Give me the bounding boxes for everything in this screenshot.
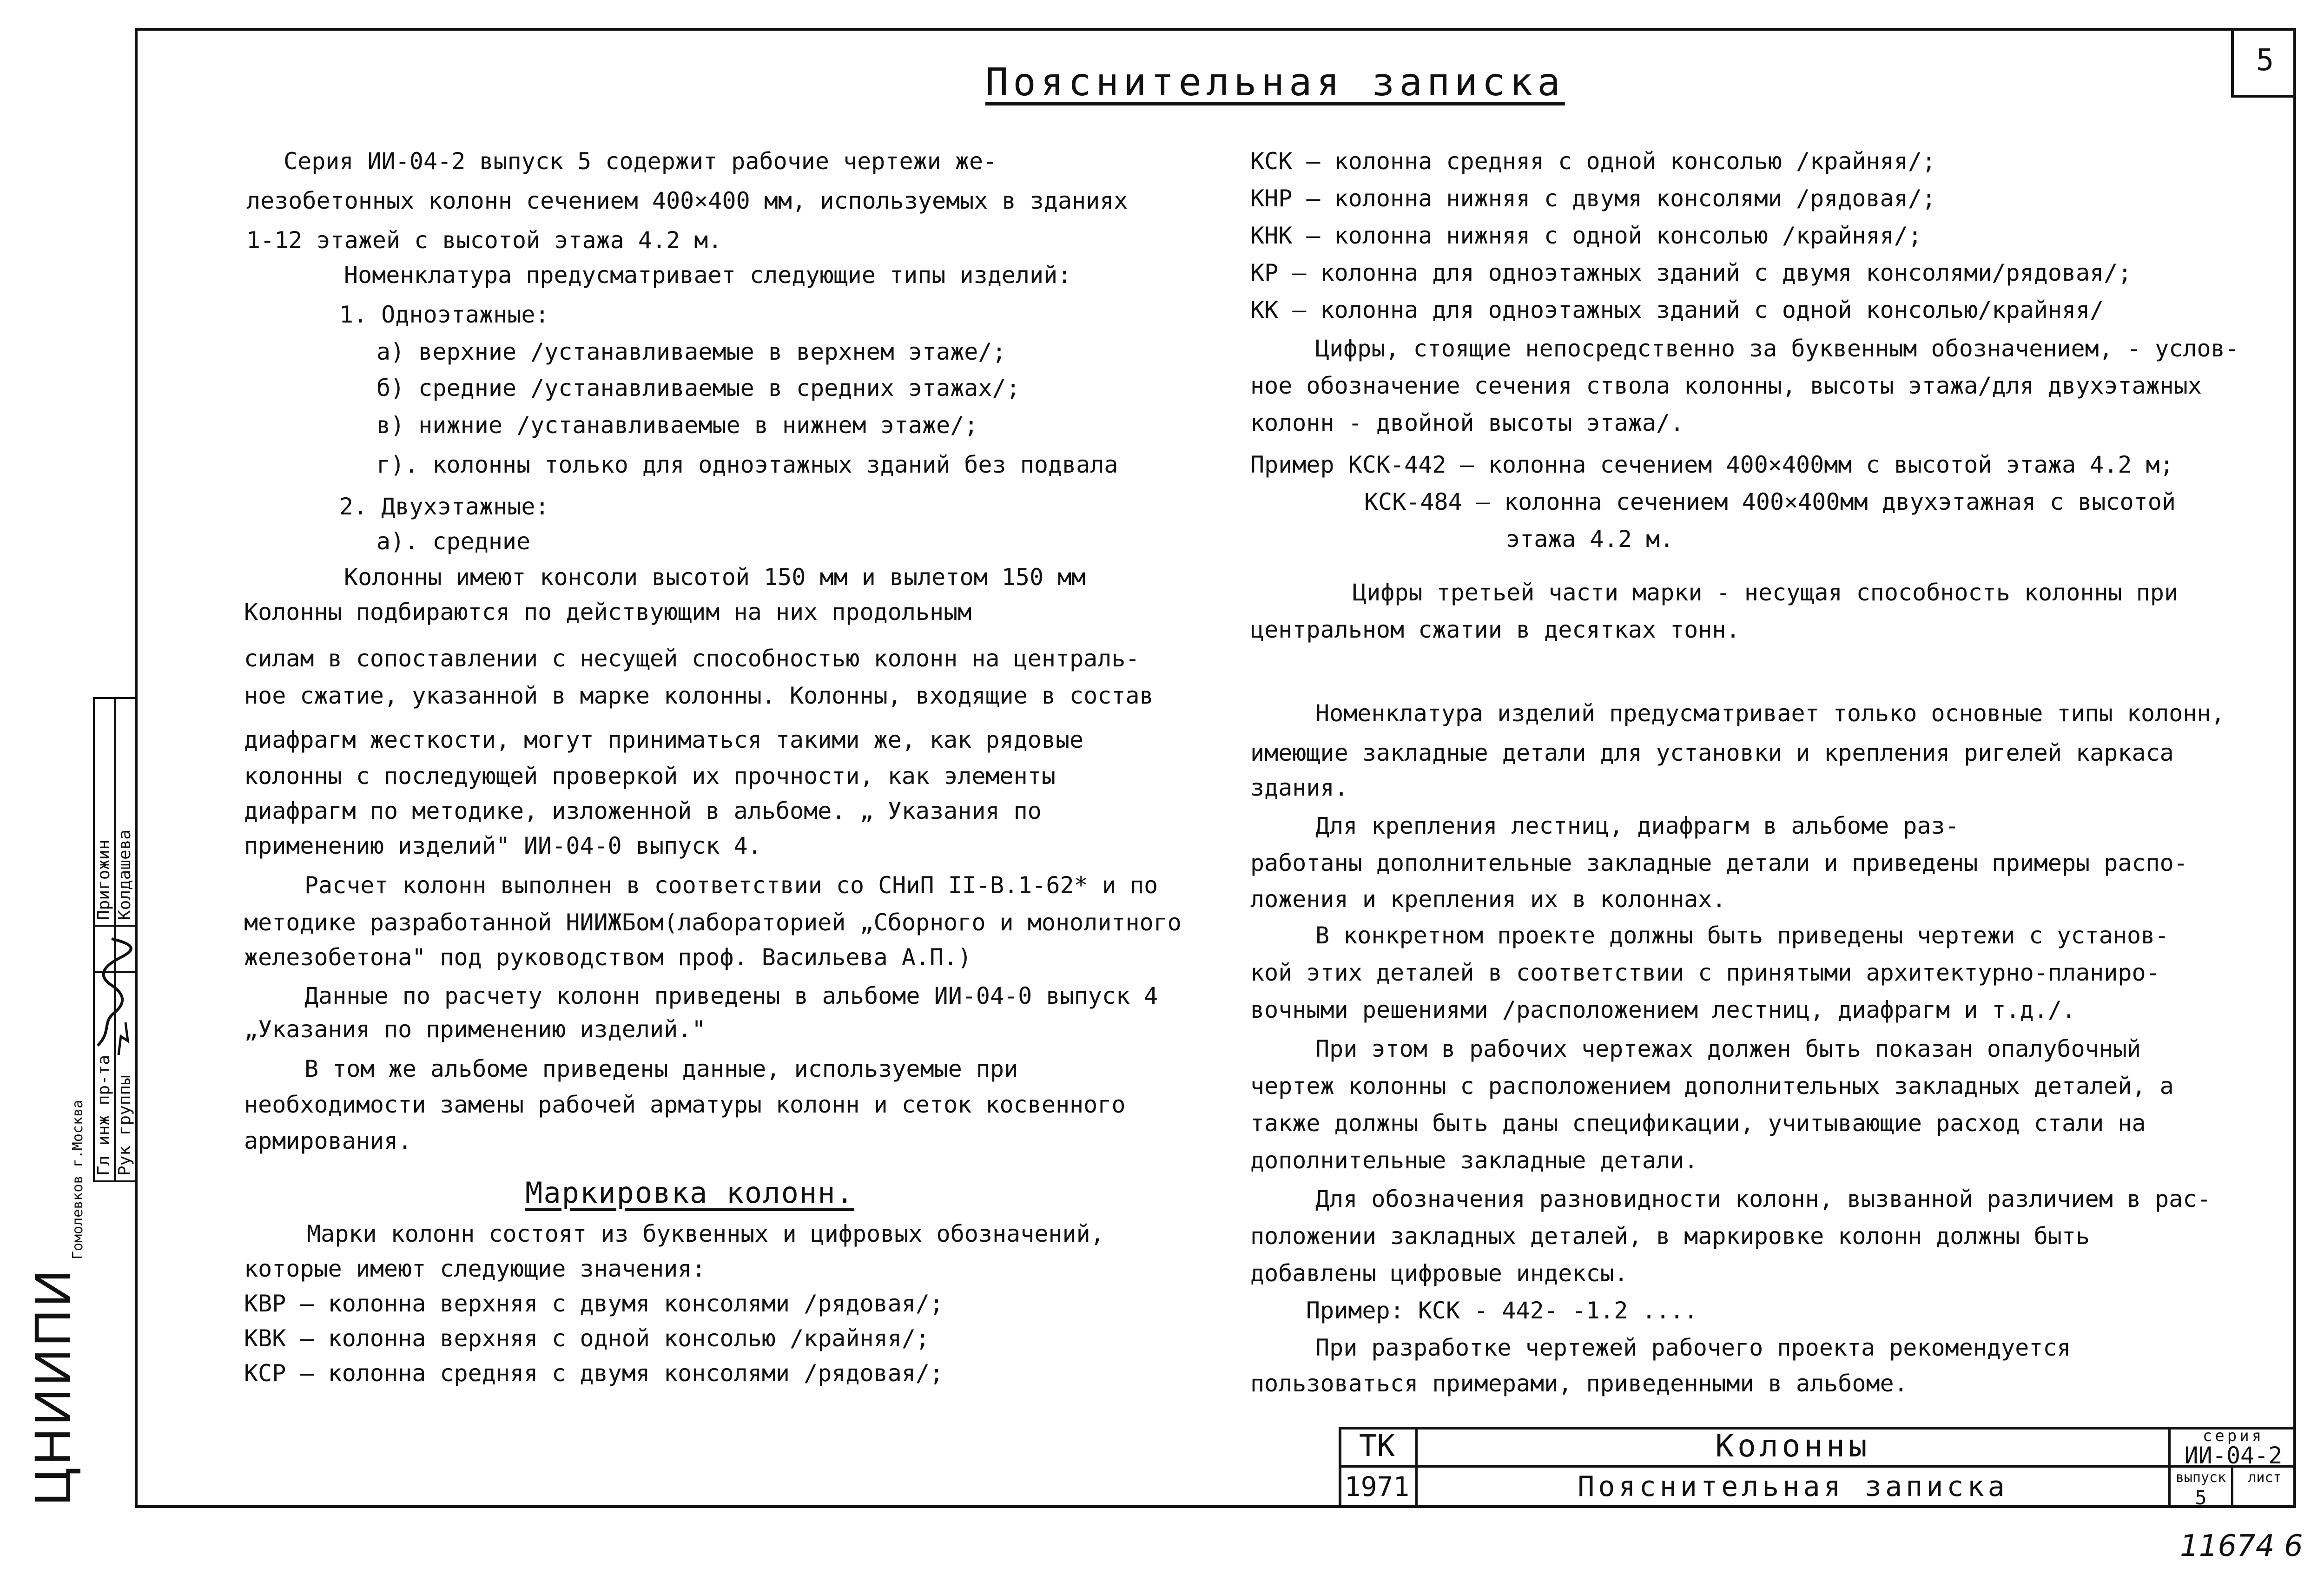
text-line: Данные по расчету колонн приведены в альбоме ИИ-04-0 выпуск 4	[304, 982, 1158, 1009]
text-line: армирования.	[244, 1127, 412, 1154]
page-title: Пояснительная записка	[985, 60, 1565, 105]
text-line: вочными решениями /расположением лестниц, диафрагм и т.д./.	[1250, 996, 2076, 1023]
title-block-code: ТК	[1339, 1427, 1418, 1468]
issue-value: 5	[2171, 1487, 2233, 1508]
text-line: чертеж колонны с расположением дополнительных закладных деталей, а	[1250, 1073, 2174, 1100]
text-line: При этом в рабочих чертежах должен быть показан опалубочный	[1315, 1035, 2141, 1062]
text-line: В конкретном проекте должны быть приведены чертежи с установ-	[1315, 922, 2169, 949]
title-block-name: Колонны	[1418, 1427, 2171, 1468]
text-line: а). средние	[376, 528, 531, 555]
text-line: г). колонны только для одноэтажных зданий без подвала	[376, 451, 1118, 478]
text-line: лезобетонных колонн сечением 400×400 мм, используемых в зданиях	[246, 187, 1128, 214]
title-block-subtitle: Пояснительная записка	[1418, 1468, 2171, 1508]
text-line: Для обозначения разновидности колонн, вызванной различием в рас-	[1315, 1186, 2211, 1212]
text-line: силам в сопоставлении с несущей способностью колонн на централь-	[244, 645, 1140, 672]
approval-stamp	[19, 697, 135, 1508]
text-line: диафрагм жесткости, могут приниматься такими же, как рядовые	[244, 726, 1084, 753]
text-line: Серия ИИ-04-2 выпуск 5 содержит рабочие чертежи же-	[284, 148, 997, 175]
title-block-year: 1971	[1339, 1468, 1418, 1508]
series-value: ИИ-04-2	[2171, 1445, 2296, 1468]
text-line: колонн - двойной высоты этажа/.	[1250, 409, 1684, 436]
text-line: Цифры третьей части марки - несущая способность колонны при	[1353, 579, 2179, 606]
text-line: здания.	[1250, 774, 1348, 801]
text-line: колонны с последующей проверкой их прочности, как элементы	[244, 763, 1056, 790]
text-line: КВР – колонна верхняя с двумя консолями /рядовая/;	[244, 1290, 944, 1317]
series-label: серия	[2202, 1427, 2265, 1445]
text-line: Пример: КСК - 442- -1.2 ....	[1306, 1297, 1698, 1324]
text-line: а) верхние /устанавливаемые в верхнем этаже/;	[376, 338, 1006, 365]
issue-label: выпуск	[2171, 1468, 2233, 1487]
text-line: в) нижние /устанавливаемые в нижнем этаже/;	[376, 412, 978, 439]
text-line: КНК – колонна нижняя с одной консолью /крайняя/;	[1250, 222, 1922, 249]
text-line: центральном сжатии в десятках тонн.	[1250, 616, 1740, 643]
sheet-label: лист	[2248, 1469, 2282, 1486]
text-line: б) средние /устанавливаемые в средних этажах/;	[376, 375, 1020, 402]
text-line: 1-12 этажей с высотой этажа 4.2 м.	[246, 227, 722, 254]
text-line: При разработке чертежей рабочего проекта рекомендуется	[1315, 1334, 2071, 1361]
text-line: КНР – колонна нижняя с двумя консолями /рядовая/;	[1250, 185, 1936, 212]
text-line: КВК – колонна верхняя с одной консолью /крайняя/;	[244, 1325, 930, 1352]
text-line: ное сжатие, указанной в марке колонны. Колонны, входящие в состав	[244, 682, 1154, 709]
text-line: железобетона" под руководством проф. Васильева А.П.)	[244, 944, 972, 971]
text-line: положении закладных деталей, в маркировке колонн должны быть	[1250, 1223, 2090, 1250]
title-block	[1339, 1427, 2296, 1508]
text-line: 1. Одноэтажные:	[339, 301, 549, 328]
section-heading: Маркировка колонн.	[525, 1176, 854, 1210]
text-line: ное обозначение сечения ствола колонны, высоты этажа/для двухэтажных	[1250, 372, 2202, 399]
stamp-role-1: Гл инж пр-та	[94, 1054, 113, 1176]
stamp-org: Гомолевков г.Москва	[70, 1100, 86, 1259]
text-line: добавлены цифровые индексы.	[1250, 1260, 1628, 1287]
text-line: КСК-484 – колонна сечением 400×400мм двухэтажная с высотой	[1364, 488, 2176, 515]
text-line: Расчет колонн выполнен в соответствии со СНиП II-В.1-62* и по	[304, 872, 1158, 899]
text-line: ложения и крепления их в колоннах.	[1250, 886, 1726, 913]
text-line: Колонны имеют консоли высотой 150 мм и вылетом 150 мм	[344, 564, 1086, 591]
text-line: Марки колонн состоят из буквенных и цифровых обозначений,	[307, 1220, 1104, 1247]
text-line: Цифры, стоящие непосредственно за буквенным обозначением, - услов-	[1315, 335, 2239, 362]
text-line: В том же альбоме приведены данные, используемые при	[304, 1055, 1018, 1082]
text-line: пользоваться примерами, приведенными в альбоме.	[1250, 1370, 1908, 1397]
archive-number: 11674 6	[2180, 1529, 2303, 1563]
text-line: диафрагм по методике, изложенной в альбоме. „ Указания по	[244, 797, 1042, 824]
text-line: Колонны подбираются по действующим на них продольным	[244, 599, 972, 626]
stamp-name-2: Колдашева	[115, 829, 134, 920]
text-line: работаны дополнительные закладные детали и приведены примеры распо-	[1250, 850, 2188, 876]
text-line: Номенклатура предусматривает следующие типы изделий:	[344, 262, 1072, 289]
text-line: КСР – колонна средняя с двумя консолями /рядовая/;	[244, 1360, 944, 1387]
text-line: дополнительные закладные детали.	[1250, 1147, 1698, 1174]
text-line: которые имеют следующие значения:	[244, 1255, 706, 1282]
page-number-box: 5	[2231, 28, 2296, 98]
text-line: 2. Двухэтажные:	[339, 493, 549, 520]
stamp-role-2: Рук группы	[115, 1075, 134, 1176]
signature-icon	[93, 929, 135, 1060]
text-line: этажа 4.2 м.	[1506, 526, 1674, 553]
text-line: необходимости замены рабочей арматуры колонн и сеток косвенного	[244, 1091, 1126, 1118]
text-line: также должны быть даны спецификации, учитывающие расход стали на	[1250, 1110, 2146, 1137]
text-line: методике разработанной НИИЖБом(лабораторией „Сборного и монолитного	[244, 909, 1182, 936]
text-line: КР – колонна для одноэтажных зданий с двумя консолями/рядовая/;	[1250, 259, 2132, 286]
text-line: Пример КСК-442 – колонна сечением 400×400мм с высотой этажа 4.2 м;	[1250, 451, 2174, 478]
text-line: КСК – колонна средняя с одной консолью /крайняя/;	[1250, 148, 1936, 175]
text-line: Для крепления лестниц, диафрагм в альбоме раз-	[1315, 812, 1959, 839]
text-line: имеющие закладные детали для установки и крепления ригелей каркаса	[1250, 739, 2174, 766]
text-line: Номенклатура изделий предусматривает только основные типы колонн,	[1315, 700, 2225, 727]
stamp-logo: ЦНИИПИ	[24, 1267, 81, 1506]
text-line: КК – колонна для одноэтажных зданий с одной консолью/крайняя/	[1250, 296, 2104, 323]
text-line: применению изделий" ИИ-04-0 выпуск 4.	[244, 832, 762, 859]
stamp-name-1: Пригожин	[94, 839, 113, 920]
text-line: кой этих деталей в соответствии с принятыми архитектурно-планиро-	[1250, 959, 2160, 986]
text-line: „Указания по применению изделий."	[244, 1016, 706, 1043]
